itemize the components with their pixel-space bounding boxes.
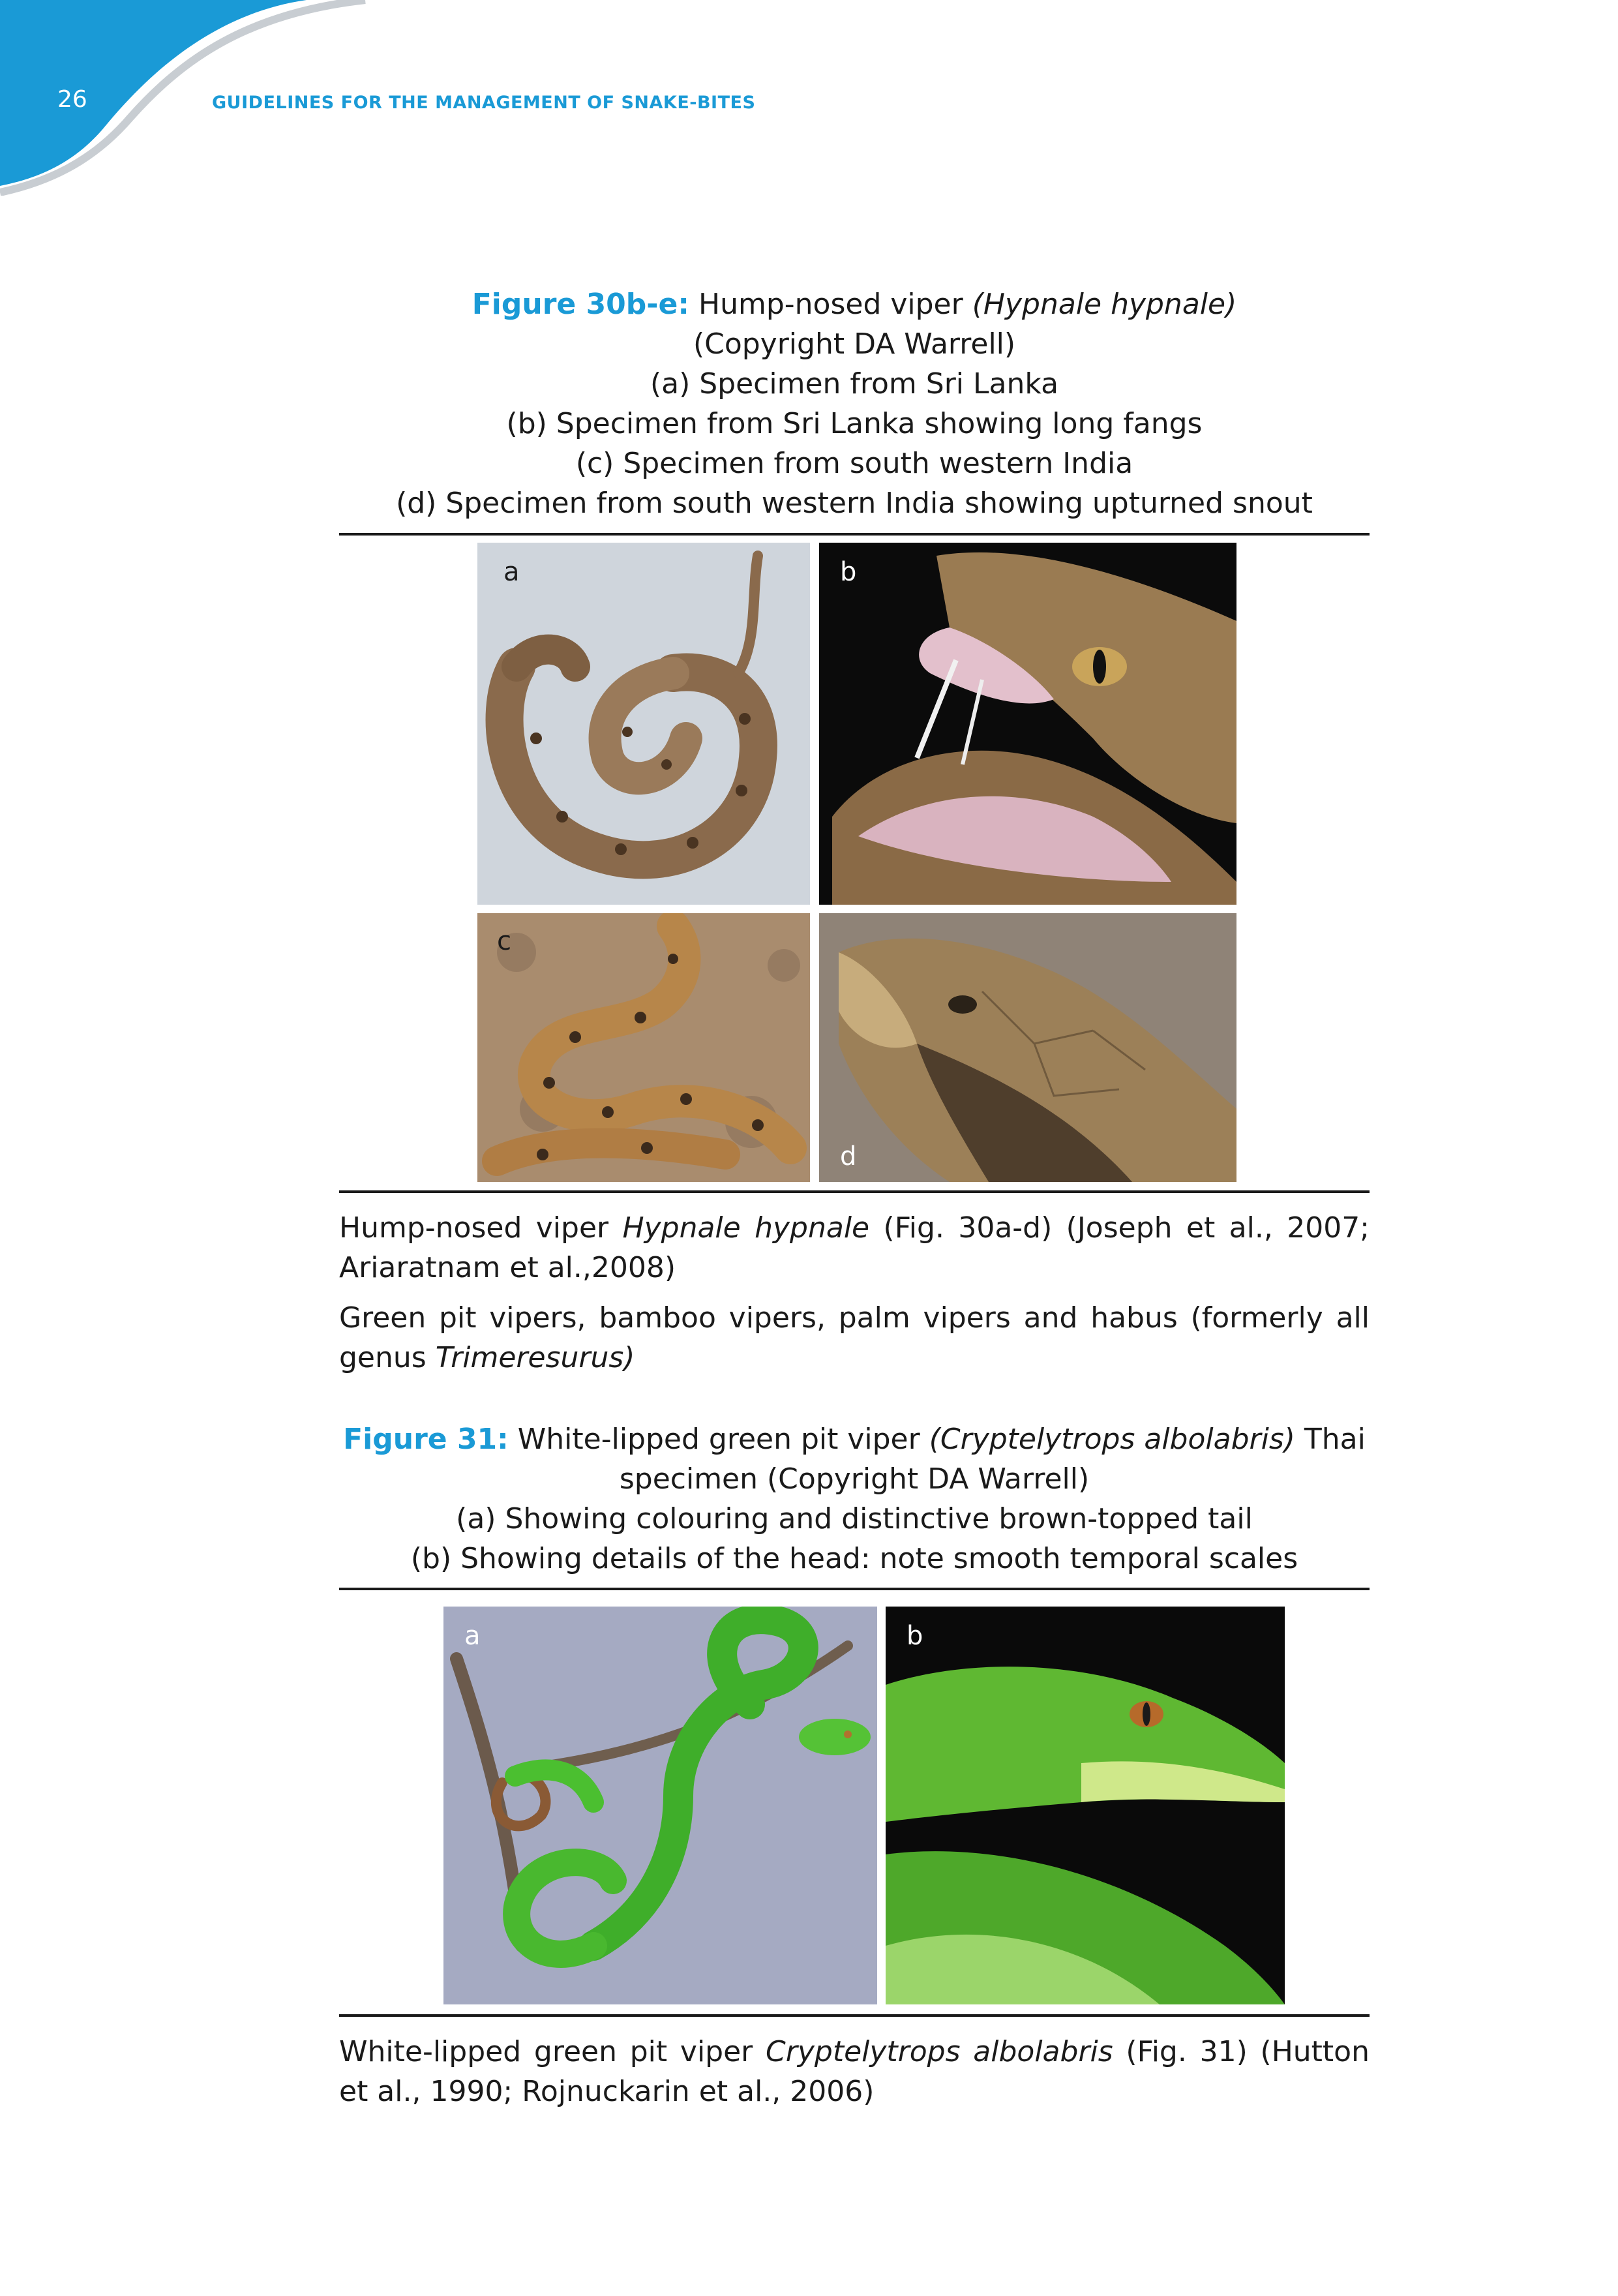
photo-30d-letter: d [840,1141,857,1171]
figure31-title-line [339,1419,1370,1459]
paragraph-text: Hump-nosed viper [339,1211,623,1245]
paragraph-text: Green pit vipers, bamboo vipers, palm vipers and habus (formerly all genus [339,1301,1370,1374]
photo-30a-coiled-viper [477,543,810,905]
figure31-title-tail: Thai [1304,1423,1366,1456]
paragraph-hump-nosed-viper [339,1208,1370,1288]
running-header: GUIDELINES FOR THE MANAGEMENT OF SNAKE-BITES [212,93,756,113]
figure31-species: (Cryptelytrops albolabris) [929,1423,1295,1456]
photo-30a-letter: a [503,557,520,587]
photo-30c-letter: c [497,926,511,956]
figure30-label: Figure 30b-e: [472,288,689,321]
figure30-line-b: (b) Specimen from Sri Lanka showing long fangs [506,407,1203,440]
figure30-copyright: (Copyright DA Warrell) [693,327,1016,361]
species-name: Hypnale hypnale [622,1211,870,1245]
paragraph-white-lipped-viper [339,2032,1370,2111]
species-name: Cryptelytrops albolabris [766,2035,1113,2068]
figure30-bottom-rule [339,1190,1370,1193]
genus-name: Trimeresurus) [435,1341,635,1374]
figure30-title: Hump-nosed viper [698,288,963,321]
paragraph-citation: (Fig. 30a-d) (Joseph et al., 2007; Ariaratnam et al.,2008) [339,1211,1370,1284]
photo-31b-letter: b [906,1621,923,1651]
figure30-line-a: (a) Specimen from Sri Lanka [650,367,1059,400]
paragraph-text: White-lipped green pit viper [339,2035,766,2068]
figure31-caption [339,1419,1370,1578]
figure31-top-rule [339,1588,1370,1590]
photo-30b-letter: b [840,557,857,587]
figure31-title: White-lipped green pit viper [517,1423,920,1456]
figure30-caption [339,284,1370,523]
figure30-top-rule [339,533,1370,536]
figure31-line-a: (a) Showing colouring and distinctive brown-topped tail [456,1502,1253,1535]
figure30-title-line [339,284,1370,324]
paragraph-citation: (Fig. 31) (Hutton et al., 1990; Rojnuckarin et al., 2006) [339,2035,1370,2108]
photo-30d-upturned-snout [819,913,1236,1182]
page-number: 26 [57,86,87,113]
figure30-species: (Hypnale hypnale) [972,288,1237,321]
figure30-line-d: (d) Specimen from south western India showing upturned snout [396,487,1313,520]
figure31-bottom-rule [339,2014,1370,2017]
photo-31a-green-pit-viper-branch [443,1607,877,2004]
photo-30b-open-mouth [819,543,1236,905]
photo-30c-viper-on-rock [477,913,810,1182]
figure31-copyright: specimen (Copyright DA Warrell) [619,1462,1090,1496]
photo-31a-letter: a [464,1621,481,1651]
figure31-label: Figure 31: [343,1423,509,1456]
photo-31b-green-pit-viper-head [886,1607,1285,2004]
figure31-line-b: (b) Showing details of the head: note smooth temporal scales [410,1542,1298,1575]
paragraph-green-pit-vipers [339,1298,1370,1378]
figure30-line-c: (c) Specimen from south western India [575,447,1133,480]
